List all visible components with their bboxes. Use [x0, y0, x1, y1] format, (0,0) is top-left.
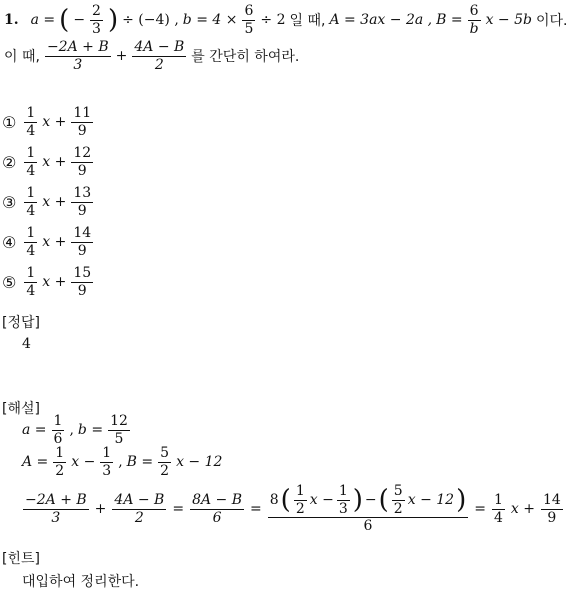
choice-marker: ⑤	[2, 272, 17, 292]
fraction: $\frac{1}{3}$	[102, 445, 112, 479]
fraction: $\frac{5}{2}$	[160, 445, 170, 479]
fraction: $\frac{8A - B}{6}$	[192, 491, 243, 526]
choice-term: x +	[42, 194, 67, 210]
b-definition-tail: ÷ 2	[260, 12, 286, 29]
equals-sign: =	[172, 501, 185, 518]
hint-text: 대입하여 정리한다.	[22, 574, 140, 590]
fraction: $\frac{12}{9}$	[73, 144, 92, 179]
b-lhs: b =	[77, 422, 104, 439]
choice-marker: ②	[2, 152, 17, 172]
fraction: $\frac{4A - B}{2}$	[134, 39, 185, 73]
a-lhs: a =	[22, 422, 47, 439]
fraction: $\frac{1}{6}$	[53, 413, 63, 447]
A-middle: x −	[71, 454, 96, 471]
B-definition-lhs: B =	[436, 12, 463, 29]
choice-item[interactable]	[2, 102, 94, 142]
B-definition-tail: x − 5b	[485, 12, 532, 29]
fraction: $\frac{14}{9}$	[542, 491, 561, 526]
plus-sign: +	[115, 48, 128, 65]
left-paren: (	[59, 5, 70, 36]
A-lhs: A =	[22, 454, 49, 471]
choices-list	[2, 102, 94, 302]
a-definition-lhs: a =	[30, 12, 56, 29]
separator: ,	[118, 454, 123, 471]
B-lhs: B =	[126, 454, 154, 471]
choice-item[interactable]	[2, 262, 94, 302]
fraction: $\frac{1}{4}$	[26, 224, 36, 259]
fraction: $\frac{12}{5}$	[110, 413, 128, 447]
problem-number: 1.	[4, 12, 19, 29]
fraction: $\frac{1}{4}$	[493, 491, 503, 526]
fraction: $\frac{2}{3}$	[92, 3, 101, 37]
solution-line-3	[22, 484, 564, 534]
B-tail: x − 12	[176, 454, 223, 471]
fraction: $\frac{-2A + B}{3}$	[25, 491, 87, 526]
plus-sign: +	[94, 501, 107, 518]
fraction: $\frac{1}{4}$	[26, 104, 36, 139]
solution-label: [해설]	[2, 401, 40, 417]
result-middle: x +	[510, 501, 535, 518]
choice-term: x +	[42, 234, 67, 250]
separator: ,	[69, 422, 74, 439]
fraction: $\frac{4A - B}{2}$	[114, 491, 165, 526]
choice-item[interactable]	[2, 142, 94, 182]
answer-value: 4	[22, 336, 31, 352]
problem-line-1: 1. a = ( − $\frac{2}{3}$ ) ÷ (−4) , b = 4 × $\frac{6}{5}$ ÷ 2 일 때, A = 3ax − 2a , B = $\frac{6}{b}$ x − 5b 이다.	[4, 3, 567, 37]
choice-term: x +	[42, 274, 67, 290]
sentence-ending: 이다.	[535, 13, 567, 30]
fraction: $\frac{5}{2}$	[393, 483, 403, 517]
right-paren: )	[107, 5, 119, 36]
question-lead: 이 때,	[4, 49, 40, 66]
b-definition-lhs: b = 4 ×	[182, 12, 238, 29]
choice-item[interactable]	[2, 222, 94, 262]
fraction: $\frac{11}{9}$	[73, 104, 92, 139]
question-instruction: 를 간단히 하여라.	[191, 49, 300, 66]
fraction: $\frac{1}{4}$	[26, 144, 36, 179]
fraction: $\frac{14}{9}$	[73, 224, 92, 259]
answer-label: [정답]	[2, 315, 40, 331]
fraction: $\frac{1}{2}$	[295, 483, 305, 517]
fraction: $\frac{1}{4}$	[26, 184, 36, 219]
a-definition-tail: ÷ (−4) ,	[122, 12, 179, 29]
choice-term: x +	[42, 114, 67, 130]
condition-text: 일 때,	[289, 13, 326, 30]
choice-marker: ④	[2, 232, 17, 252]
fraction: $\frac{6}{5}$	[244, 3, 254, 37]
equals-sign: =	[250, 501, 262, 518]
choice-term: x +	[42, 154, 67, 170]
choice-marker: ①	[2, 112, 17, 132]
big-fraction: 8 ( $\frac{1}{2}$ x − $\frac{1}{3}$ ) − ( $\frac{5}{2}$ x − 12 ) 6	[269, 483, 467, 535]
fraction: $\frac{6}{b}$	[469, 3, 479, 37]
choice-marker: ③	[2, 192, 17, 212]
fraction: $\frac{1}{3}$	[338, 483, 348, 517]
fraction: $\frac{13}{9}$	[73, 184, 92, 219]
hint-label: [힌트]	[2, 551, 40, 567]
choice-item[interactable]	[2, 182, 94, 222]
solution-line-1	[22, 414, 131, 446]
problem-line-2	[4, 40, 299, 72]
fraction: $\frac{-2A + B}{3}$	[46, 39, 109, 73]
A-definition: A = 3ax − 2a ,	[329, 12, 433, 29]
equals-sign: =	[474, 501, 486, 518]
fraction: $\frac{1}{2}$	[55, 445, 65, 479]
fraction: $\frac{15}{9}$	[73, 264, 92, 299]
solution-line-2	[22, 446, 222, 478]
fraction: $\frac{1}{4}$	[26, 264, 36, 299]
